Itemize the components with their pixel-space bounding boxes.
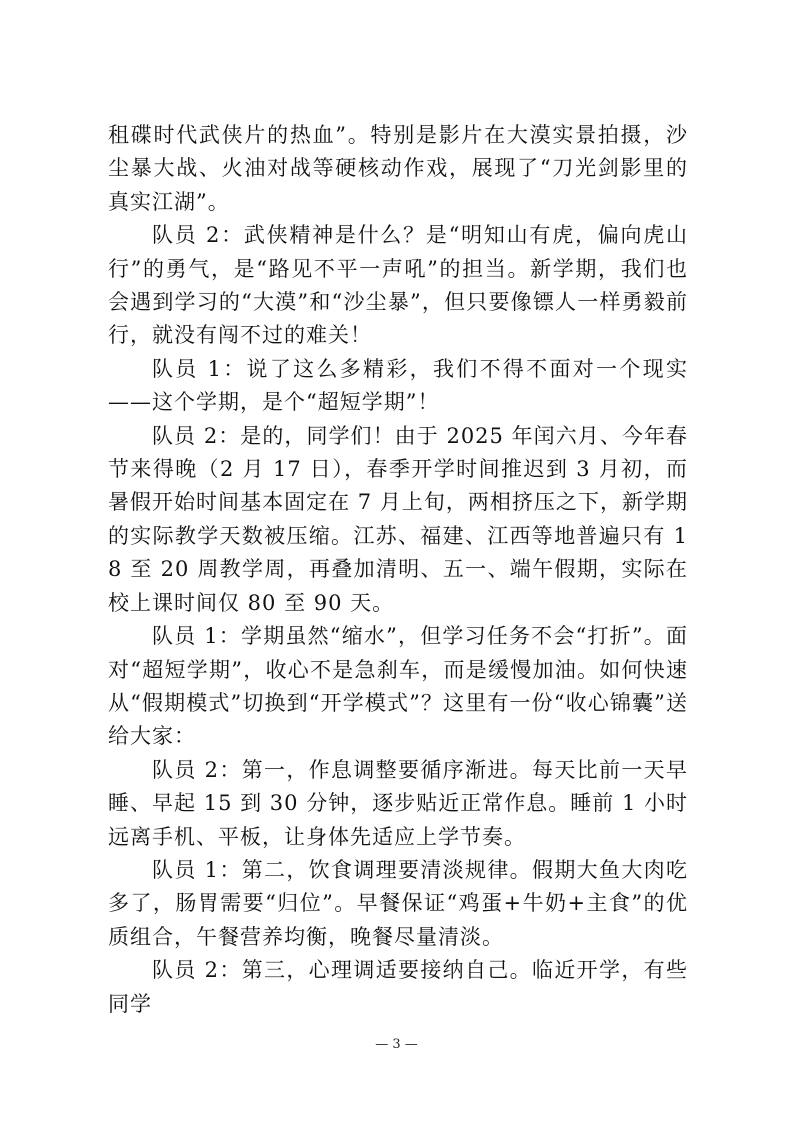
paragraph: 队员 2：第三，心理调适要接纳自己。临近开学，有些同学: [108, 958, 688, 1016]
paragraph: 队员 1：学期虽然“缩水”，但学习任务不会“打折”。面对“超短学期”，收心不是急刹车，而是缓慢加油。如何快速从“假期模式”切换到“开学模式”？这里有一份“收心锦囊”送给大家：: [108, 624, 688, 749]
page-number: — 3 —: [375, 1037, 418, 1052]
document-body: [108, 119, 688, 1021]
paragraph-continued: 租碟时代武侠片的热血”。特别是影片在大漠实景拍摄，沙尘暴大战、火油对战等硬核动作戏，展现了“刀光剑影里的真实江湖”。: [108, 123, 688, 214]
paragraph: 队员 2：武侠精神是什么？是“明知山有虎，偏向虎山行”的勇气，是“路见不平一声吼”的担当。新学期，我们也会遇到学习的“大漠”和“沙尘暴”，但只要像镖人一样勇毅前行，就没有闯不过的难关！: [108, 223, 688, 348]
paragraph: 队员 1：第二，饮食调理要清淡规律。假期大鱼大肉吃多了，肠胃需要“归位”。早餐保证“鸡蛋+牛奶+主食”的优质组合，午餐营养均衡，晚餐尽量清淡。: [108, 857, 688, 949]
paragraph: 队员 1：说了这么多精彩，我们不得不面对一个现实——这个学期，是个“超短学期”！: [108, 356, 688, 415]
paragraph: 队员 2：第一，作息调整要循序渐进。每天比前一天早睡、早起 15 到 30 分钟，逐步贴近正常作息。睡前 1 小时远离手机、平板，让身体先适应上学节奏。: [108, 757, 688, 849]
paragraph: 队员 2：是的，同学们！由于 2025 年闰六月、今年春节来得晚（2 月 17 日），春季开学时间推迟到 3 月初，而暑假开始时间基本固定在 7 月上旬，两相挤压之下，新学期的实际教学天数被压缩。江苏、福建、江西等地普遍只有 18 至 20 周教学周，再叠加清明、五一、端午假期，实际在校上课时间仅 80 至 90 天。: [108, 423, 688, 615]
